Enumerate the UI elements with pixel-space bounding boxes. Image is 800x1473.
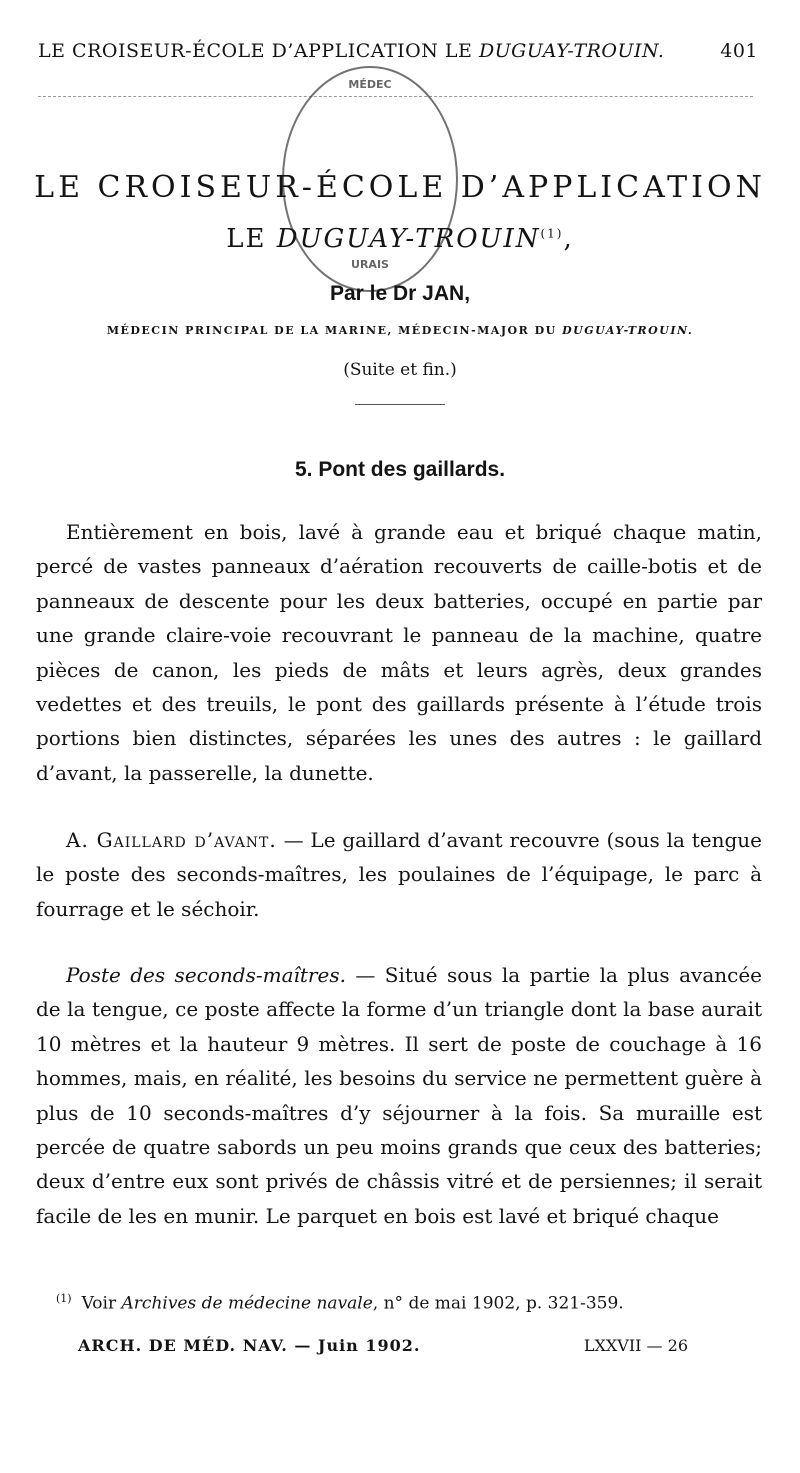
author-byline: Par le Dr JAN, xyxy=(329,282,471,305)
section-heading: 5. Pont des gaillards. xyxy=(294,458,506,481)
article-title-line2 xyxy=(0,224,800,254)
running-head-title-italic: DUGUAY-TROUIN. xyxy=(478,40,665,62)
continuation-note: (Suite et fin.) xyxy=(343,360,457,380)
footnote-mark: (1) xyxy=(56,1292,72,1305)
running-head xyxy=(38,40,758,62)
footnote xyxy=(56,1292,766,1314)
footnote-prefix: Voir xyxy=(81,1293,122,1314)
section-divider xyxy=(355,404,445,405)
paragraph-gaillard-avant-body: — Le gaillard d’avant recouvre (sous la tengue le poste des seconds-maîtres, les poulaines de l’équipage, le parc à fourrage et le séchoir. xyxy=(36,828,762,921)
paragraph-pont-des-gaillards: Entièrement en bois, lavé à grande eau et briqué chaque matin, percé de vastes panneaux d’aération recouverts de caille-botis et de panneaux de descente pour les deux batteries, occupé en partie par une grande claire-voie recouvrant le panneau de la machine, quatre pièces de canon, les pieds de mâts et leurs agrès, deux grandes vedettes et des treuils, le pont des gaillards présente à l’étude trois portions bien distinctes, séparées les unes des autres : le gaillard d’avant, la passerelle, la dunette. xyxy=(36,520,762,785)
paragraph-poste-seconds-maitres xyxy=(36,958,762,1233)
title-suffix: , xyxy=(563,224,574,254)
affiliation-italic: DUGUAY-TROUIN. xyxy=(562,324,694,337)
title-prefix: LE xyxy=(226,224,277,254)
volume-signature: LXXVII — 26 xyxy=(583,1336,688,1355)
title-ship-name: DUGUAY-TROUIN xyxy=(276,224,541,254)
footnote-suffix: , n° de mai 1902, p. 321-359. xyxy=(372,1293,624,1314)
affiliation-roman: MÉDECIN PRINCIPAL DE LA MARINE, MÉDECIN-MAJOR DU xyxy=(106,324,563,337)
stamp-top-text: MÉDEC xyxy=(348,78,392,91)
author-affiliation xyxy=(0,324,800,337)
page-number: 401 xyxy=(720,40,758,62)
article-title-line1: LE CROISEUR-ÉCOLE D’APPLICATION xyxy=(34,170,766,205)
stamp-bottom-text: URAIS xyxy=(351,258,389,271)
running-head-title-roman: LE CROISEUR-ÉCOLE D’APPLICATION LE xyxy=(38,40,479,62)
journal-issue: ARCH. DE MÉD. NAV. — Juin 1902. xyxy=(78,1336,421,1355)
subsection-lead-gaillard-avant: A. Gaillard d’avant. xyxy=(66,828,277,852)
footnote-journal: Archives de médecine navale xyxy=(121,1293,373,1314)
running-head-title xyxy=(38,40,664,62)
signature-line xyxy=(78,1336,688,1355)
title-footnote-ref[interactable]: (1) xyxy=(540,226,564,241)
subsection-lead-poste: Poste des seconds-maîtres. xyxy=(66,963,346,987)
paragraph-poste-body: — Situé sous la partie la plus avancée de la tengue, ce poste affecte la forme d’un triangle dont la base aurait 10 mètres et la hauteur 9 mètres. Il sert de poste de couchage à 16 hommes, mais, en réalité, les besoins du service ne permettent guère à plus de 10 seconds-maîtres d’y séjourner à la fois. Sa muraille est percée de quatre sabords un peu moins grands que ceux des batteries; deux d’entre eux sont privés de châssis vitré et de persiennes; il serait facile de les en munir. Le parquet en bois est lavé et briqué chaque xyxy=(36,963,763,1228)
paragraph-gaillard-avant xyxy=(36,823,762,926)
